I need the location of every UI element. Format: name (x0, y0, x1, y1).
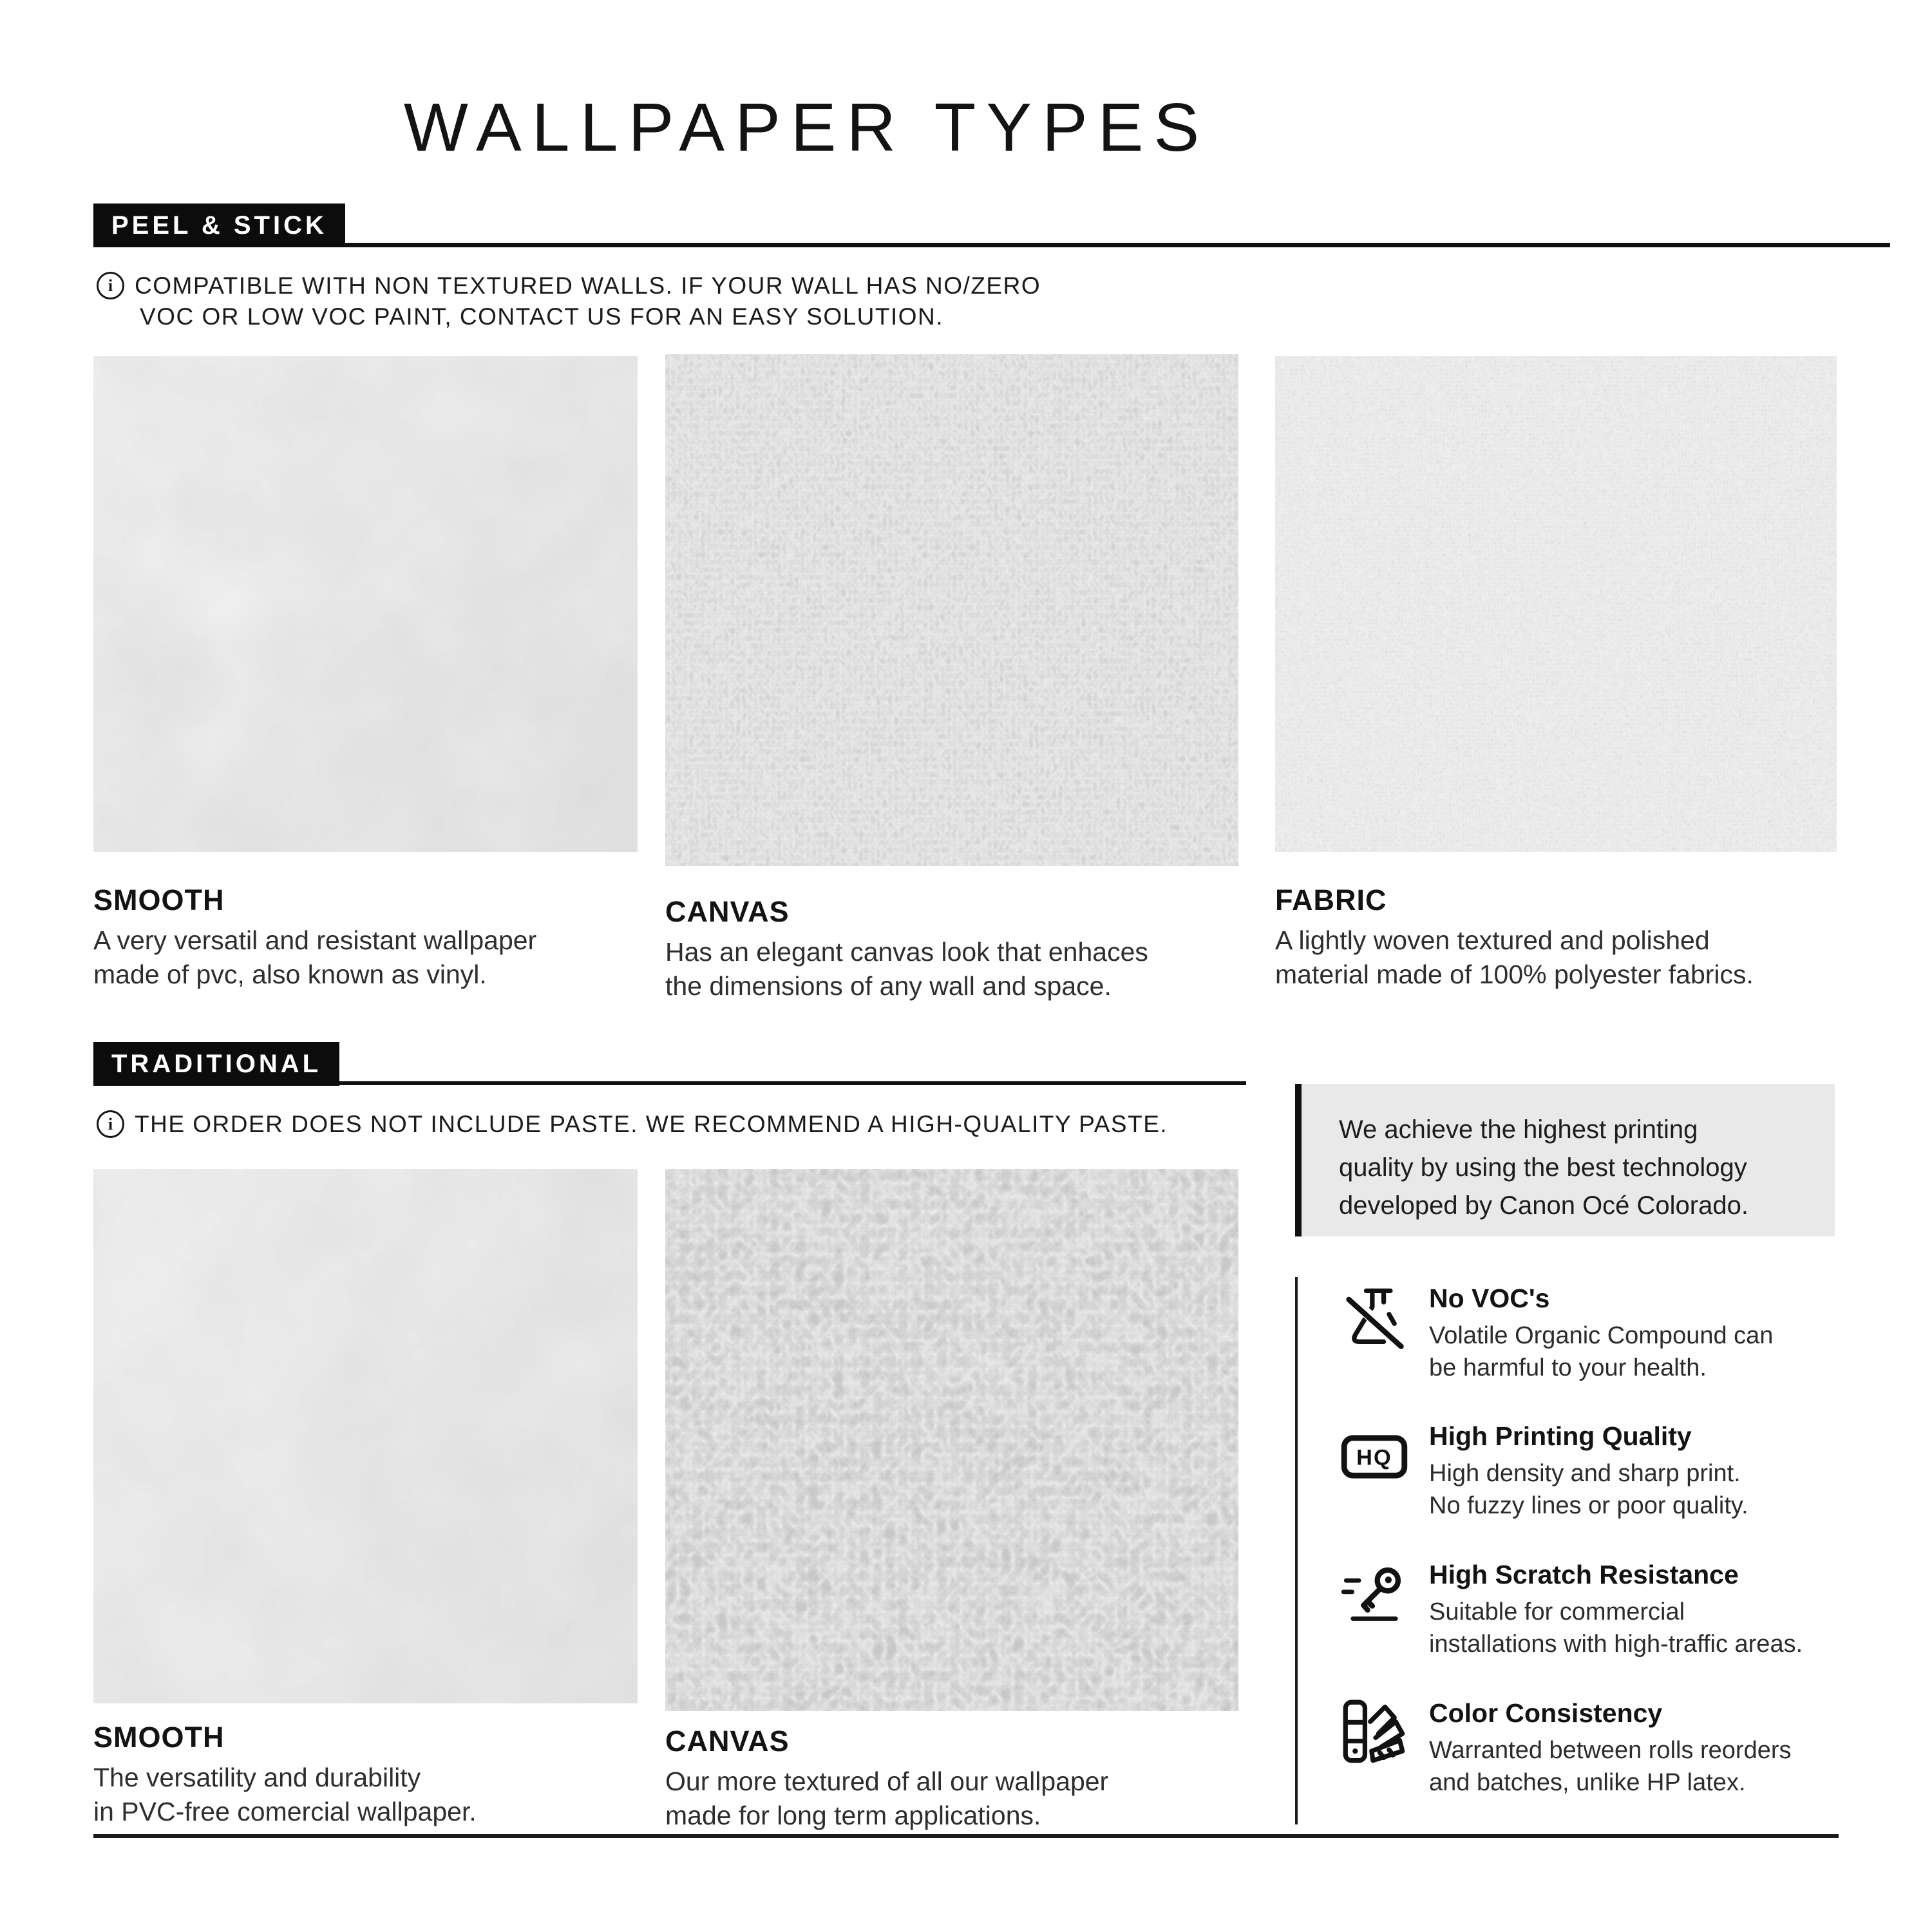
feature-desc: High density and sharp print. No fuzzy lines or poor quality. (1429, 1460, 1748, 1519)
type-title-canvas-peel: CANVAS (665, 895, 790, 928)
type-desc-canvas-peel: Has an elegant canvas look that enhaces the dimensions of any wall and space. (665, 937, 1148, 1001)
note-line: VOC OR LOW VOC PAINT, CONTACT US FOR AN EASY SOLUTION. (140, 303, 944, 330)
note-line: THE ORDER DOES NOT INCLUDE PASTE. WE RECOMMEND A HIGH-QUALITY PASTE. (135, 1111, 1168, 1137)
color-swatches-icon (1339, 1697, 1410, 1768)
feature-desc: Warranted between rolls reorders and batches, unlike HP latex. (1429, 1737, 1792, 1796)
feature-desc: Suitable for commercial installations with high-traffic areas. (1429, 1598, 1803, 1658)
traditional-note (97, 1109, 1168, 1140)
traditional-badge: TRADITIONAL (93, 1042, 339, 1086)
feature-desc: Volatile Organic Compound can be harmful to your health. (1429, 1322, 1774, 1381)
type-title-canvas-traditional: CANVAS (665, 1725, 790, 1757)
swatch-peel-smooth (93, 356, 638, 852)
swatch-traditional-smooth (93, 1169, 638, 1703)
type-desc-fabric-peel: A lightly woven textured and polished material made of 100% polyester fabrics. (1275, 925, 1754, 989)
scratch-resistance-key-icon (1339, 1558, 1410, 1629)
type-desc-canvas-traditional: Our more textured of all our wallpaper made for long term applications. (665, 1766, 1109, 1830)
panel-statement-line: developed by Canon Océ Colorado. (1339, 1191, 1748, 1220)
feature-title: High Scratch Resistance (1429, 1560, 1739, 1589)
page-title: WALLPAPER TYPES (403, 90, 1210, 166)
panel-statement-line: quality by using the best technology (1339, 1153, 1747, 1182)
info-icon: i (97, 272, 124, 299)
feature-title: No VOC's (1429, 1283, 1550, 1313)
no-voc-flask-icon (1339, 1283, 1410, 1354)
info-icon: i (97, 1110, 124, 1138)
type-title-fabric-peel: FABRIC (1275, 884, 1387, 916)
note-line: COMPATIBLE WITH NON TEXTURED WALLS. IF YOUR WALL HAS NO/ZERO (135, 272, 1041, 299)
svg-text:HQ: HQ (1356, 1445, 1392, 1470)
feature-title: High Printing Quality (1429, 1421, 1692, 1451)
swatch-peel-fabric (1275, 356, 1837, 852)
peel-stick-rule (93, 243, 1890, 247)
peel-stick-note (97, 270, 1041, 332)
bottom-rule (93, 1834, 1839, 1838)
peel-stick-badge: PEEL & STICK (93, 204, 345, 247)
type-desc-smooth-peel: A very versatil and resistant wallpaper made of pvc, also known as vinyl. (93, 925, 537, 989)
panel-statement-line: We achieve the highest printing (1339, 1115, 1698, 1144)
hq-badge-icon (1339, 1421, 1410, 1492)
type-title-smooth-peel: SMOOTH (93, 884, 225, 916)
swatch-traditional-canvas (665, 1169, 1238, 1711)
type-desc-smooth-traditional: The versatility and durability in PVC-free comercial wallpaper. (93, 1763, 477, 1826)
printing-quality-panel (1295, 1084, 1835, 1236)
feature-title: Color Consistency (1429, 1698, 1663, 1728)
features-divider-line (1295, 1277, 1298, 1824)
type-title-smooth-traditional: SMOOTH (93, 1721, 225, 1754)
swatch-peel-canvas (665, 354, 1238, 866)
